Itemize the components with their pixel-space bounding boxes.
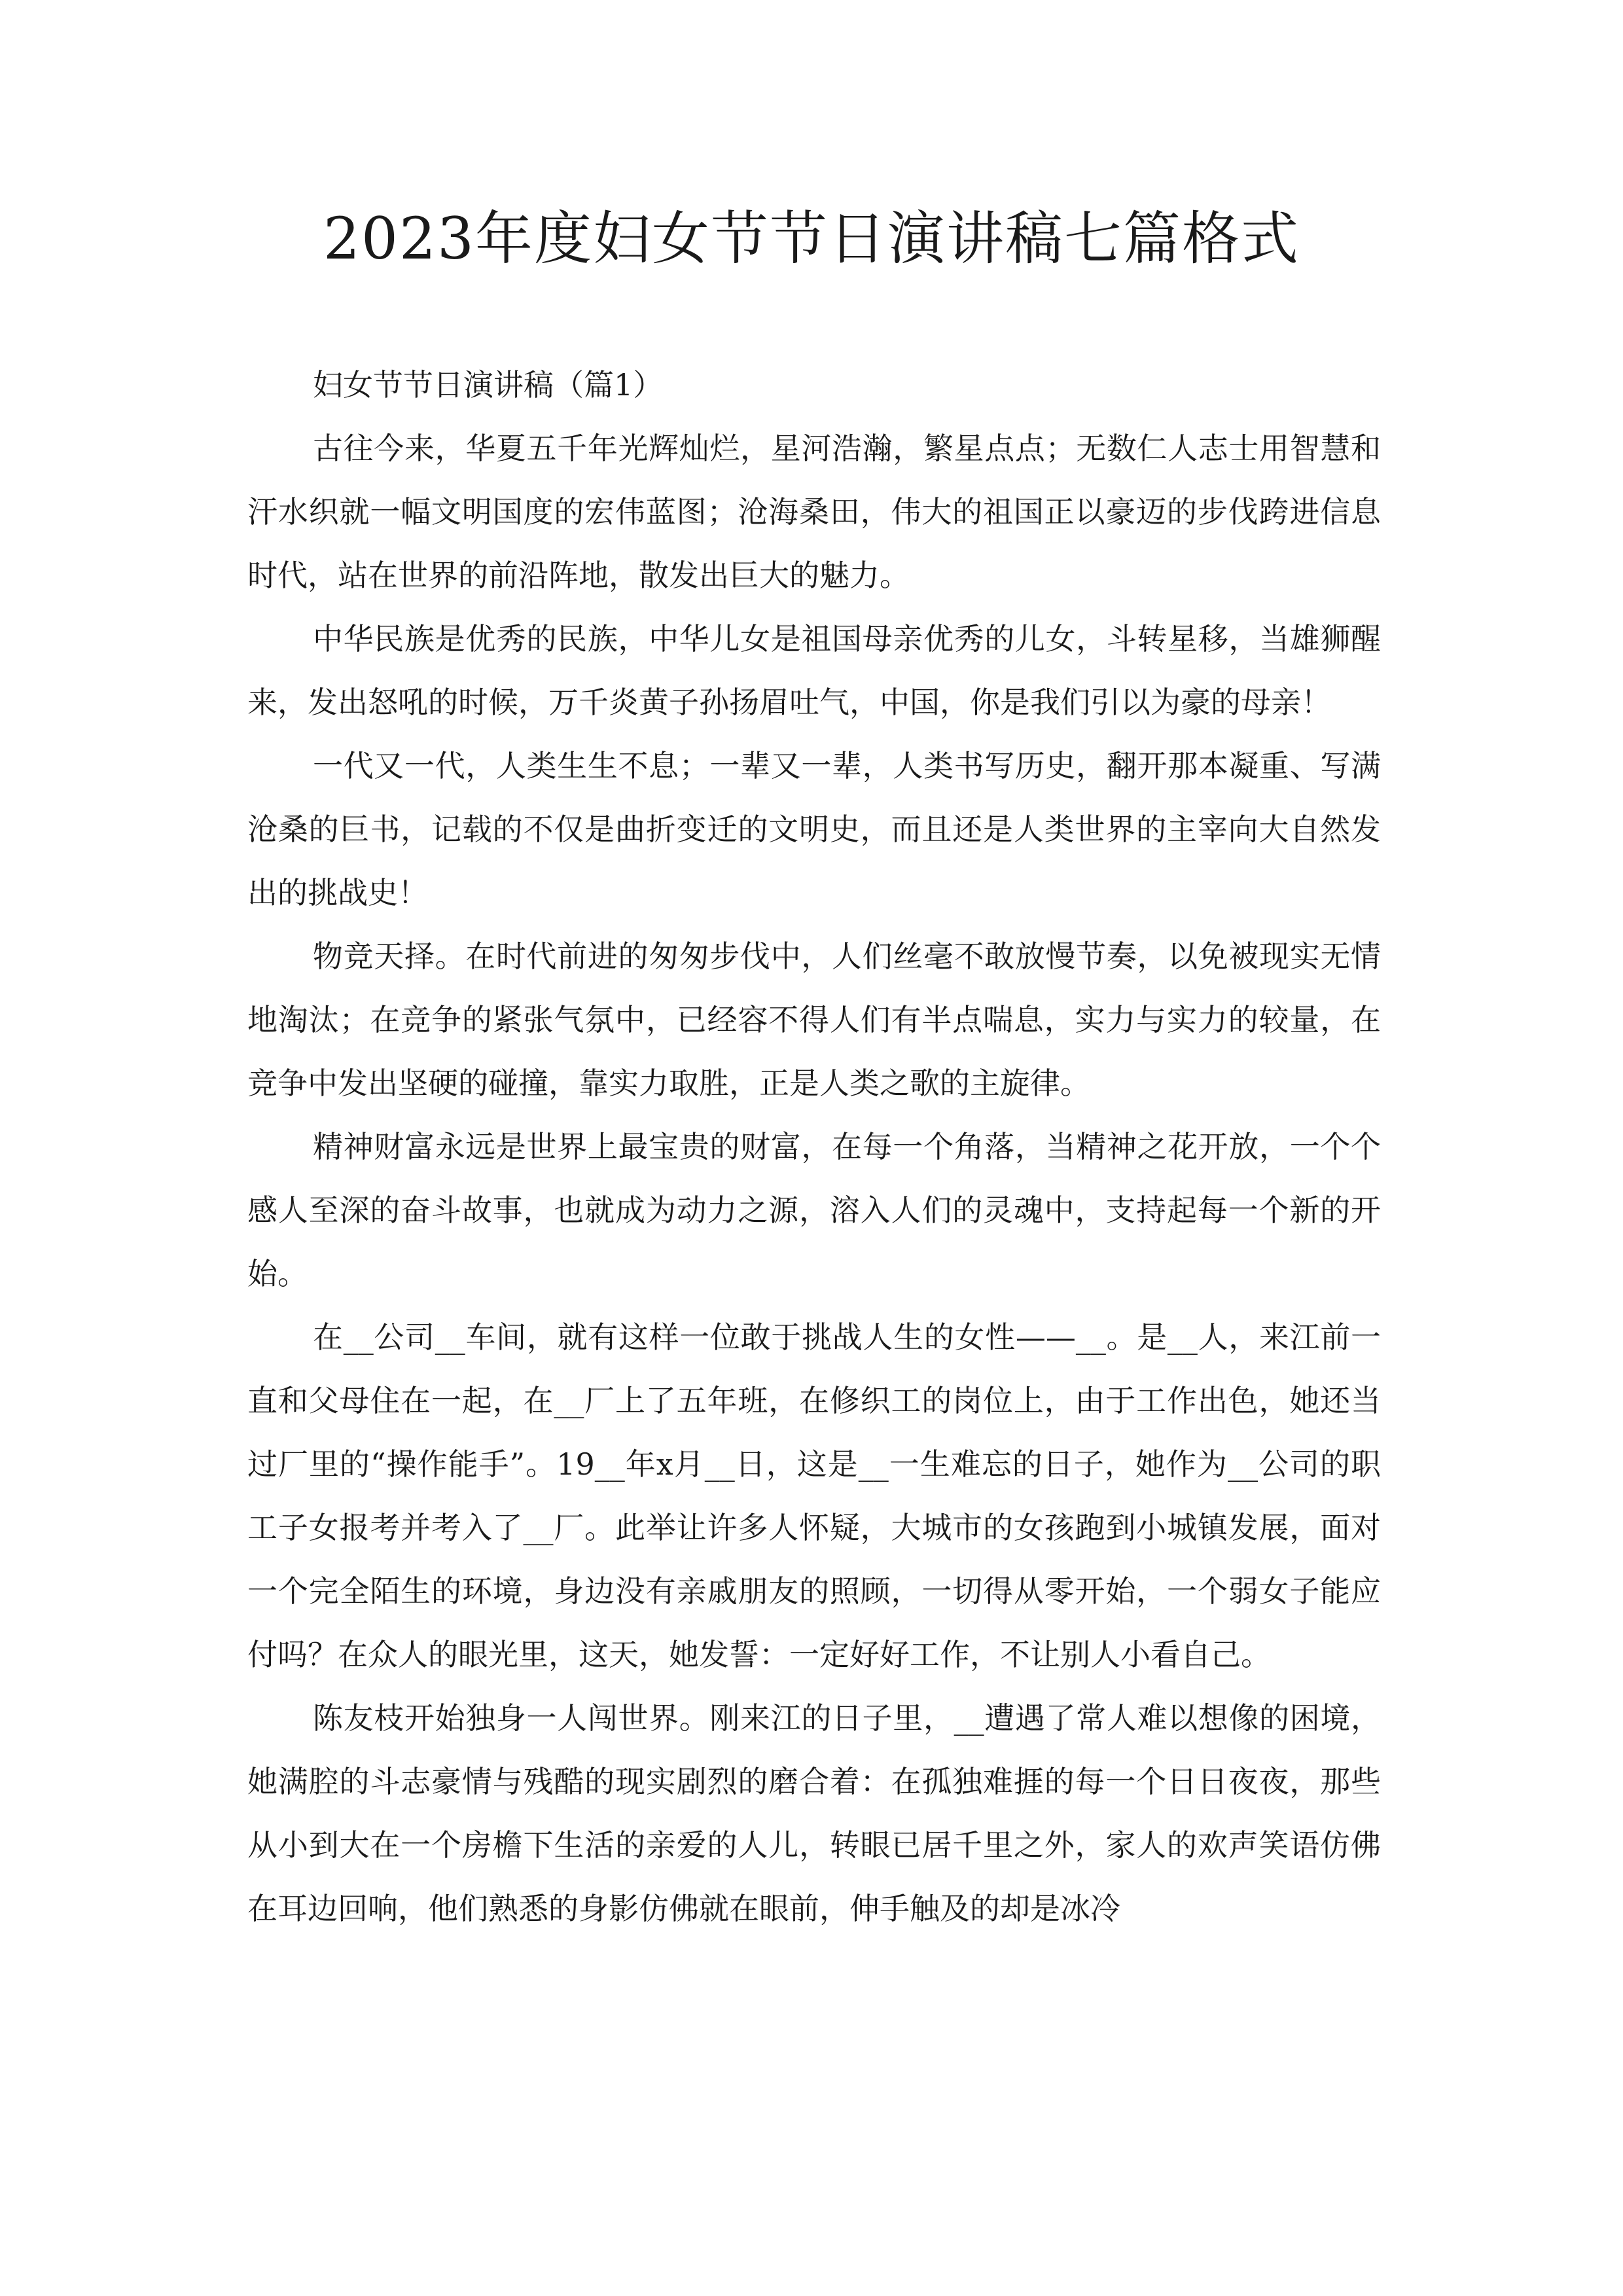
paragraph-4: 物竞天择。在时代前进的匆匆步伐中，人们丝毫不敢放慢节奏，以免被现实无情地淘汰；在竞争的紧张气氛中，已经容不得人们有半点喘息，实力与实力的较量，在竞争中发出坚硬的碰撞，靠实力取胜，正是人类之歌的主旋律。	[247, 939, 1381, 1101]
paragraph-7: 陈友枝开始独身一人闯世界。刚来江的日子里，__遭遇了常人难以想像的困境，她满腔的斗志豪情与残酷的现实剧烈的磨合着：在孤独难捱的每一个日日夜夜，那些从小到大在一个房檐下生活的亲爱的人儿，转眼已居千里之外，家人的欢声笑语仿佛在耳边回响，他们熟悉的身影仿佛就在眼前，伸手触及的却是冰冷	[247, 1700, 1381, 1926]
paragraph-3: 一代又一代，人类生生不息；一辈又一辈，人类书写历史，翻开那本凝重、写满沧桑的巨书，记载的不仅是曲折变迁的文明史，而且还是人类世界的主宰向大自然发出的挑战史！	[247, 748, 1381, 910]
document-title: 2023年度妇女节节日演讲稿七篇格式	[323, 205, 1300, 272]
paragraph-1: 古往今来，华夏五千年光辉灿烂，星河浩瀚，繁星点点；无数仁人志士用智慧和汗水织就一幅文明国度的宏伟蓝图；沧海桑田，伟大的祖国正以豪迈的步伐跨进信息时代，站在世界的前沿阵地，散发出巨大的魅力。	[247, 431, 1381, 593]
paragraph-2: 中华民族是优秀的民族，中华儿女是祖国母亲优秀的儿女，斗转星移，当雄狮醒来，发出怒吼的时候，万千炎黄子孙扬眉吐气，中国，你是我们引以为豪的母亲！	[247, 621, 1381, 720]
paragraph-5: 精神财富永远是世界上最宝贵的财富，在每一个角落，当精神之花开放，一个个感人至深的奋斗故事，也就成为动力之源，溶入人们的灵魂中，支持起每一个新的开始。	[247, 1129, 1381, 1291]
section-heading: 妇女节节日演讲稿（篇1）	[313, 367, 664, 403]
paragraph-6: 在__公司__车间，就有这样一位敢于挑战人生的女性——__。是__人，来江前一直和父母住在一起，在__厂上了五年班，在修织工的岗位上，由于工作出色，她还当过厂里的“操作能手”。19__年x月__日，这是__一生难忘的日子，她作为__公司的职工子女报考并考入了__厂。此举让许多人怀疑，大城市的女孩跑到小城镇发展，面对一个完全陌生的环境，身边没有亲戚朋友的照顾，一切得从零开始，一个弱女子能应付吗？在众人的眼光里，这天，她发誓：一定好好工作，不让别人小看自己。	[247, 1319, 1381, 1672]
document-body	[247, 353, 1381, 1941]
